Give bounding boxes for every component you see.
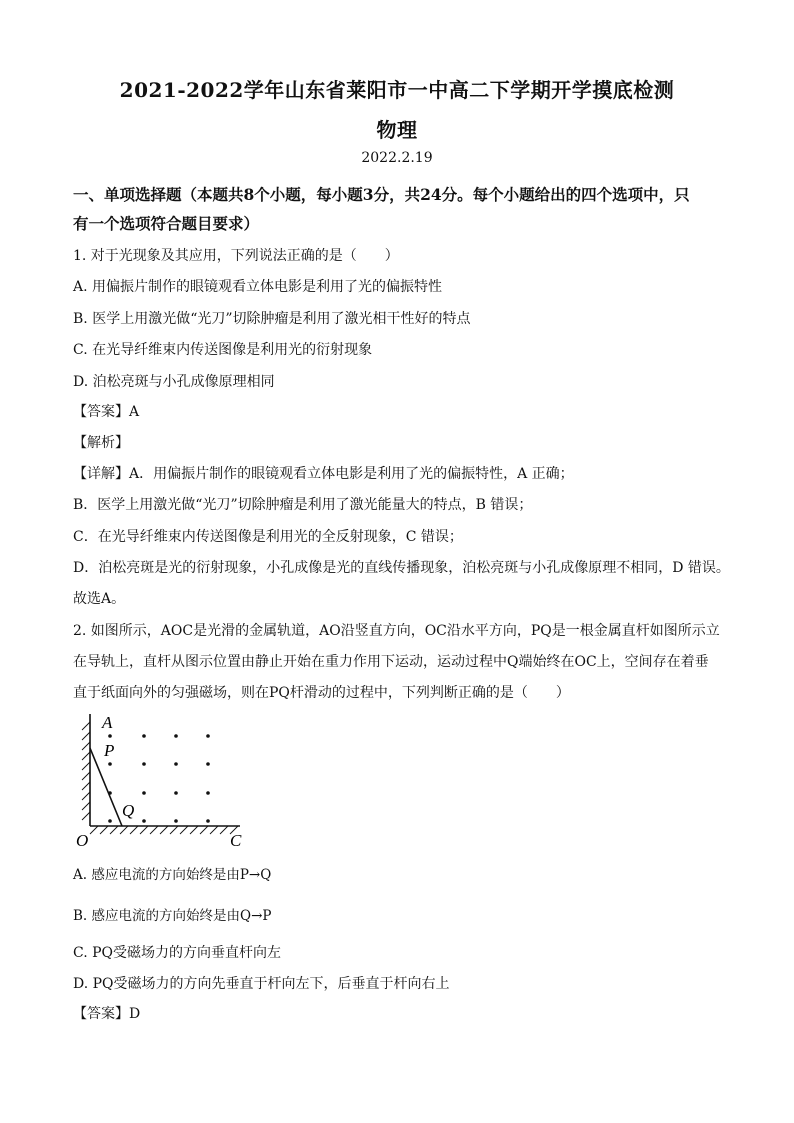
- question-2-option-c: C. PQ受磁场力的方向垂直杆向左: [73, 945, 282, 961]
- label-o: O: [76, 831, 89, 850]
- question-2-stem-line2: 在导轨上，直杆从图示位置由静止开始在重力作用下运动，运动过程中Q端始终在OC上，空间存在着垂: [73, 654, 709, 670]
- question-1-conclusion: 故选A。: [73, 591, 126, 607]
- document-title: 2021-2022学年山东省莱阳市一中高二下学期开学摸底检测: [119, 78, 675, 102]
- question-2-figure: [70, 708, 260, 850]
- question-1-option-d: D. 泊松亮斑与小孔成像原理相同: [73, 374, 275, 390]
- question-2-option-b: B. 感应电流的方向始终是由Q→P: [73, 908, 272, 924]
- label-p: P: [104, 741, 115, 760]
- question-1-option-b: B. 医学上用激光做“光刀”切除肿瘤是利用了激光相干性好的特点: [73, 311, 471, 327]
- floor-hatching: [90, 826, 238, 834]
- question-1-option-a: A. 用偏振片制作的眼镜观看立体电影是利用了光的偏振特性: [73, 279, 443, 295]
- section-heading-line1: 一、单项选择题（本题共8个小题，每小题3分，共24分。每个小题给出的四个选项中，只: [73, 185, 690, 204]
- label-c: C: [230, 831, 242, 850]
- exam-date: 2022.2.19: [361, 150, 433, 166]
- question-1-detail-a: 【详解】A．用偏振片制作的眼镜观看立体电影是利用了光的偏振特性，A 正确；: [73, 466, 574, 482]
- wall-hatching: [82, 722, 90, 820]
- question-1-option-c: C. 在光导纤维束内传送图像是利用光的衍射现象: [73, 342, 373, 358]
- question-1-analysis-label: 【解析】: [73, 435, 129, 451]
- question-2-option-d: D. PQ受磁场力的方向先垂直于杆向左下，后垂直于杆向右上: [73, 976, 450, 992]
- label-q: Q: [122, 801, 135, 820]
- question-2-stem-line3: 直于纸面向外的匀强磁场，则在PQ杆滑动的过程中，下列判断正确的是（ ）: [73, 685, 570, 701]
- question-2-option-a: A. 感应电流的方向始终是由P→Q: [73, 867, 272, 883]
- question-1-stem: 1. 对于光现象及其应用，下列说法正确的是（ ）: [73, 248, 399, 264]
- question-2-answer: 【答案】D: [73, 1006, 141, 1022]
- question-2-stem-line1: 2. 如图所示，AOC是光滑的金属轨道，AO沿竖直方向，OC沿水平方向，PQ是一根金属直杆如图所示立: [73, 623, 720, 639]
- question-1-answer: 【答案】A: [73, 404, 140, 420]
- section-heading-line2: 有一个选项符合题目要求）: [73, 214, 260, 233]
- label-a: A: [102, 713, 113, 732]
- subject-title: 物理: [376, 118, 418, 142]
- question-1-detail-b: B．医学上用激光做“光刀”切除肿瘤是利用了激光能量大的特点，B 错误；: [73, 497, 533, 513]
- question-1-detail-c: C．在光导纤维束内传送图像是利用光的全反射现象，C 错误；: [73, 529, 463, 545]
- question-1-detail-d: D．泊松亮斑是光的衍射现象，小孔成像是光的直线传播现象，泊松亮斑与小孔成像原理不相同，D 错误。: [73, 560, 730, 576]
